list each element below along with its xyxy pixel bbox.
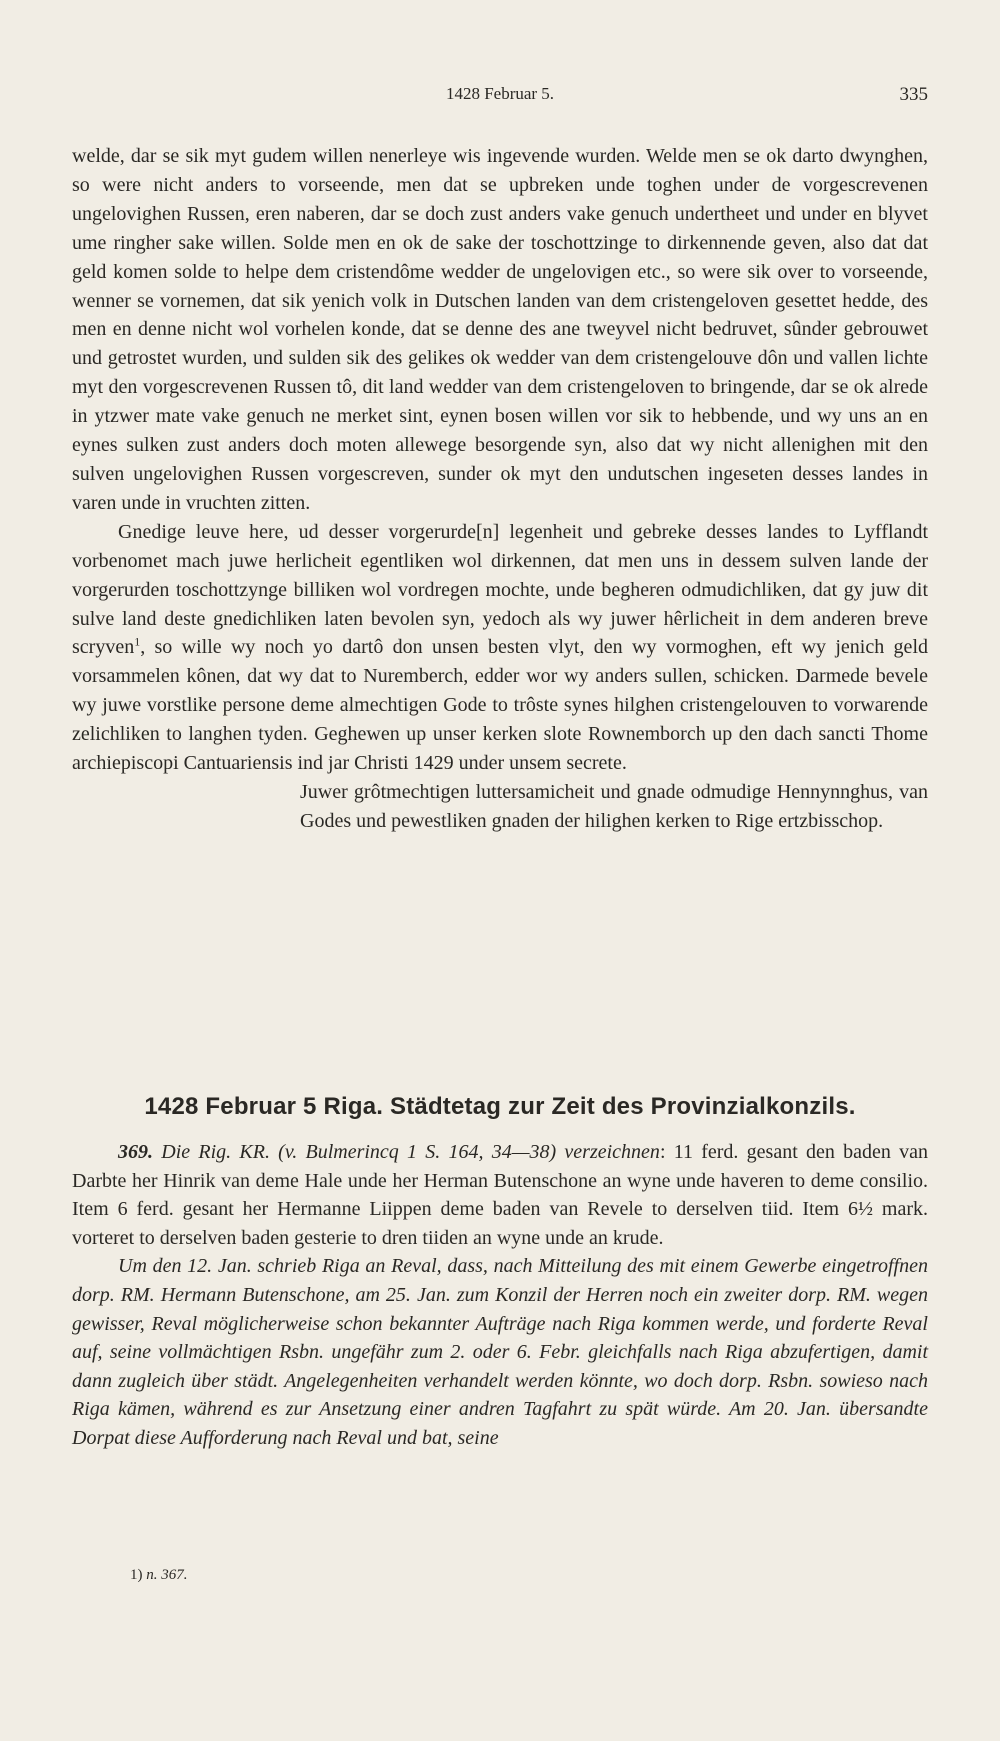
document-source: Die Rig. KR. (v. Bulmerincq 1 S. 164, 34—38) verzeichnen (161, 1141, 660, 1163)
footnote-text: n. 367. (146, 1567, 188, 1583)
paragraph-2-part-2: , so wille wy noch yo dartô don unsen besten vlyt, den wy vormoghen, eft wy jenich geld vorsammelen kônen, dat wy dat to Nuremberch, edder wor wy anders sullen, schicken. Darmede bevele wy juwe vorstlike persone deme almechtigen Gode to trôste synes hilghen cristengelouven to vorwarende zelichliken to langhen tyden. Geghewen up unser kerken slote Rownemborch up den dach sancti Thome archiepiscopi Cantuariensis ind jar Christi 1429 under unsem secrete. (72, 636, 928, 775)
document-entry (72, 1138, 928, 1252)
document-text: : 11 ferd. gesant den baden van Darbte her Hinrik van deme Hale unde her Herman Butenschone an wyne unde haveren to deme consilio. Item 6 ferd. gesant her Hermanne Liippen deme baden van Revele to derselven tiid. Item 6½ mark. vorteret to derselven baden gesterie to dren tiiden an wyne unde an krude. (72, 1141, 928, 1249)
body-text (72, 142, 928, 836)
footnote-marker-label: 1) (130, 1567, 143, 1583)
document-number: 369. (118, 1141, 153, 1163)
document-block (72, 1138, 928, 1453)
footnote-marker: 1 (134, 634, 141, 649)
running-head (72, 84, 928, 104)
footnote (130, 1567, 188, 1584)
section-heading: 1428 Februar 5 Riga. Städtetag zur Zeit des Provinzialkonzils. (144, 1093, 856, 1120)
signature: Juwer grôtmechtigen luttersamicheit und gnade odmudige Hennynnghus, van Godes und pewestliken gnaden der hilighen kerken to Rige ertzbisschop. (300, 780, 928, 832)
header-date: 1428 Februar 5. (445, 84, 555, 103)
document-commentary: Um den 12. Jan. schrieb Riga an Reval, dass, nach Mitteilung des mit einem Gewerbe eingetroffnen dorp. RM. Hermann Butenschone, am 25. Jan. zum Konzil der Herren noch ein zweiter dorp. RM. wegen gewisser, Reval möglicherweise schon bekannter Aufträge nach Riga kommen werde, und forderte Reval auf, seine vollmächtigen Rsbn. ungefähr zum 2. oder 6. Febr. gleichfalls nach Riga abzufertigen, damit dann zugleich über städt. Angelegenheiten verhandelt werden könnte, wo doch dorp. Rsbn. sowieso nach Riga kämen, während es zur Ansetzung einer andren Tagfahrt zu spät würde. Am 20. Jan. übersandte Dorpat diese Aufforderung nach Reval und bat, seine (72, 1255, 928, 1449)
paragraph-2-part-1: Gnedige leuve here, ud desser vorgerurde[n] legenheit und gebreke desses landes to Lyfflandt vorbenomet mach juwe herlicheit egentliken wol dirkennen, dat men uns in dessem sulven lande der vorgerurden toschottzynge billiken wol vordregen mochte, unde begheren odmudichliken, dat gy juw dit sulve land deste gnedichliken laten bevolen syn, yedoch als wy juwer hêrlicheit in dem anderen breve scryven (72, 520, 928, 659)
page-number: 335 (899, 84, 928, 105)
paragraph-2 (72, 518, 928, 778)
paragraph-1: welde, dar se sik myt gudem willen nenerleye wis ingevende wurden. Welde men se ok darto dwynghen, so were nicht anders to vorseende, men dat se upbreken unde toghen under de vorgescrevenen ungelovighen Russen, eren naberen, dar se doch zust anders vake genuch undertheet und under en blyvet ume ringher sake willen. Solde men en ok de sake der toschottzinge to dirkennende geven, also dat dat geld komen solde to helpe dem cristendôme wedder de ungelovigen etc., so were sik over to vorseende, wenner se vornemen, dat sik yenich volk in Dutschen landen van dem cristengeloven gesettet hedde, des men en denne nicht wol vorhelen konde, dat se denne des ane tweyvel nicht bedruvet, sûnder gebrouwet und getrostet wurden, und sulden sik des gelikes ok wedder van dem cristengelouve dôn und vallen lichte myt den vorgescrevenen Russen tô, dit land wedder van dem cristengeloven to bringende, dar se ok alrede in ytzwer mate vake genuch ne merket sint, eynen bosen willen vor sik to hebbende, und wy uns an en eynes sulken zust anders doch moten allewege besorgende syn, also dat wy nicht allenighen mit den sulven ungelovighen Russen vorgescreven, sunder ok myt den undutschen ingeseten desses landes in varen unde in vruchten zitten. (72, 145, 928, 514)
